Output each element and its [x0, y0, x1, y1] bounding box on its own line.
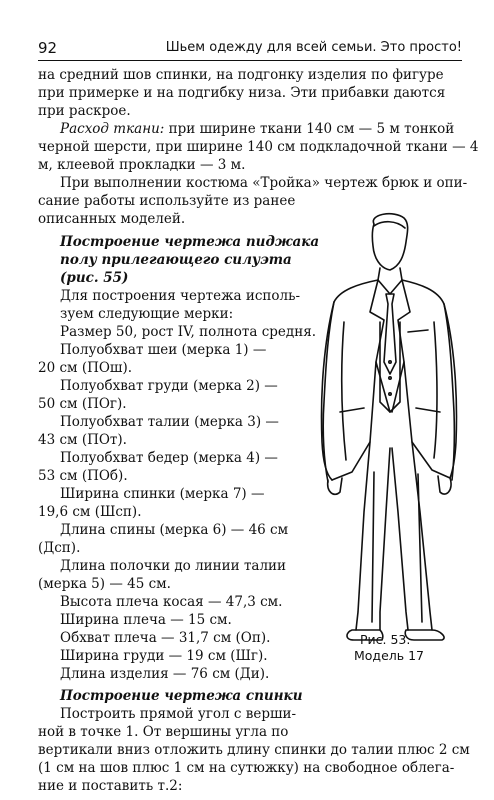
body-line: (1 см на шов плюс 1 см на сутюжку) на свободное облега-	[38, 760, 455, 776]
body-line: вертикали вниз отложить длину спинки до талии плюс 2 см	[38, 742, 470, 758]
section-heading: Построение чертежа пиджака	[60, 234, 320, 250]
measurement-line: 43 см (ПОт).	[38, 432, 127, 448]
body-line: описанных моделей.	[38, 211, 186, 227]
body-line: черной шерсти, при ширине 140 см подкладочной ткани — 4	[38, 139, 479, 155]
measurement-line: Длина полочки до линии талии	[60, 558, 287, 574]
measurement-line: (мерка 5) — 45 см.	[38, 576, 171, 592]
measurement-line: Длина спины (мерка 6) — 46 см	[60, 522, 289, 538]
measurement-line: Полуобхват талии (мерка 3) —	[60, 414, 279, 430]
body-line: при раскрое.	[38, 103, 131, 119]
measurement-line: Размер 50, рост IV, полнота средня.	[60, 324, 317, 340]
body-line: на средний шов спинки, на подгонку изделия по фигуре	[38, 67, 444, 83]
measurement-line: Длина изделия — 76 см (Ди).	[60, 666, 270, 682]
section-heading: полу прилегающего силуэта	[60, 252, 292, 268]
measurement-line: Ширина спинки (мерка 7) —	[60, 486, 265, 502]
suit-figure-illustration	[314, 212, 464, 642]
figure-caption-number: Рис. 53.	[360, 632, 411, 647]
measurement-line: Полуобхват бедер (мерка 4) —	[60, 450, 278, 466]
measurement-line: 50 см (ПОг).	[38, 396, 127, 412]
measurement-line: 19,6 см (Шсп).	[38, 504, 142, 520]
section-heading: Построение чертежа спинки	[60, 688, 303, 704]
header-rule	[38, 60, 462, 61]
suit-model-drawing	[314, 212, 464, 642]
measurement-line: Полуобхват груди (мерка 2) —	[60, 378, 278, 394]
measurement-line: Полуобхват шеи (мерка 1) —	[60, 342, 267, 358]
body-line: ние и поставить т.2:	[38, 778, 183, 794]
body-line: при примерке и на подгибку низа. Эти прибавки даются	[38, 85, 446, 101]
body-text: при ширине ткани 140 см — 5 м тонкой	[164, 121, 455, 137]
measurement-line: 20 см (ПОш).	[38, 360, 133, 376]
body-line: сание работы используйте из ранее	[38, 193, 296, 209]
measurement-line: Высота плеча косая — 47,3 см.	[60, 594, 283, 610]
body-line: При выполнении костюма «Тройка» чертеж брюк и опи-	[60, 175, 468, 191]
running-title: Шьем одежду для всей семьи. Это просто!	[165, 40, 462, 55]
section-heading: (рис. 55)	[60, 270, 129, 286]
measurement-line: Ширина груди — 19 см (Шг).	[60, 648, 268, 664]
body-line: Построить прямой угол с верши-	[60, 706, 297, 722]
page-number: 92	[38, 39, 58, 57]
body-line: зуем следующие мерки:	[60, 306, 234, 322]
fabric-consumption-label: Расход ткани:	[60, 121, 165, 137]
page-header	[38, 40, 462, 56]
measurement-line: 53 см (ПОб).	[38, 468, 128, 484]
measurement-line: (Дсп).	[38, 540, 81, 556]
body-line: Для построения чертежа исполь-	[60, 288, 301, 304]
measurement-line: Ширина плеча — 15 см.	[60, 612, 232, 628]
body-line: м, клеевой прокладки — 3 м.	[38, 157, 246, 173]
measurement-line: Обхват плеча — 31,7 см (Оп).	[60, 630, 271, 646]
figure-caption-model: Модель 17	[354, 648, 425, 663]
body-line: ной в точке 1. От вершины угла по	[38, 724, 289, 740]
body-line	[60, 121, 454, 138]
